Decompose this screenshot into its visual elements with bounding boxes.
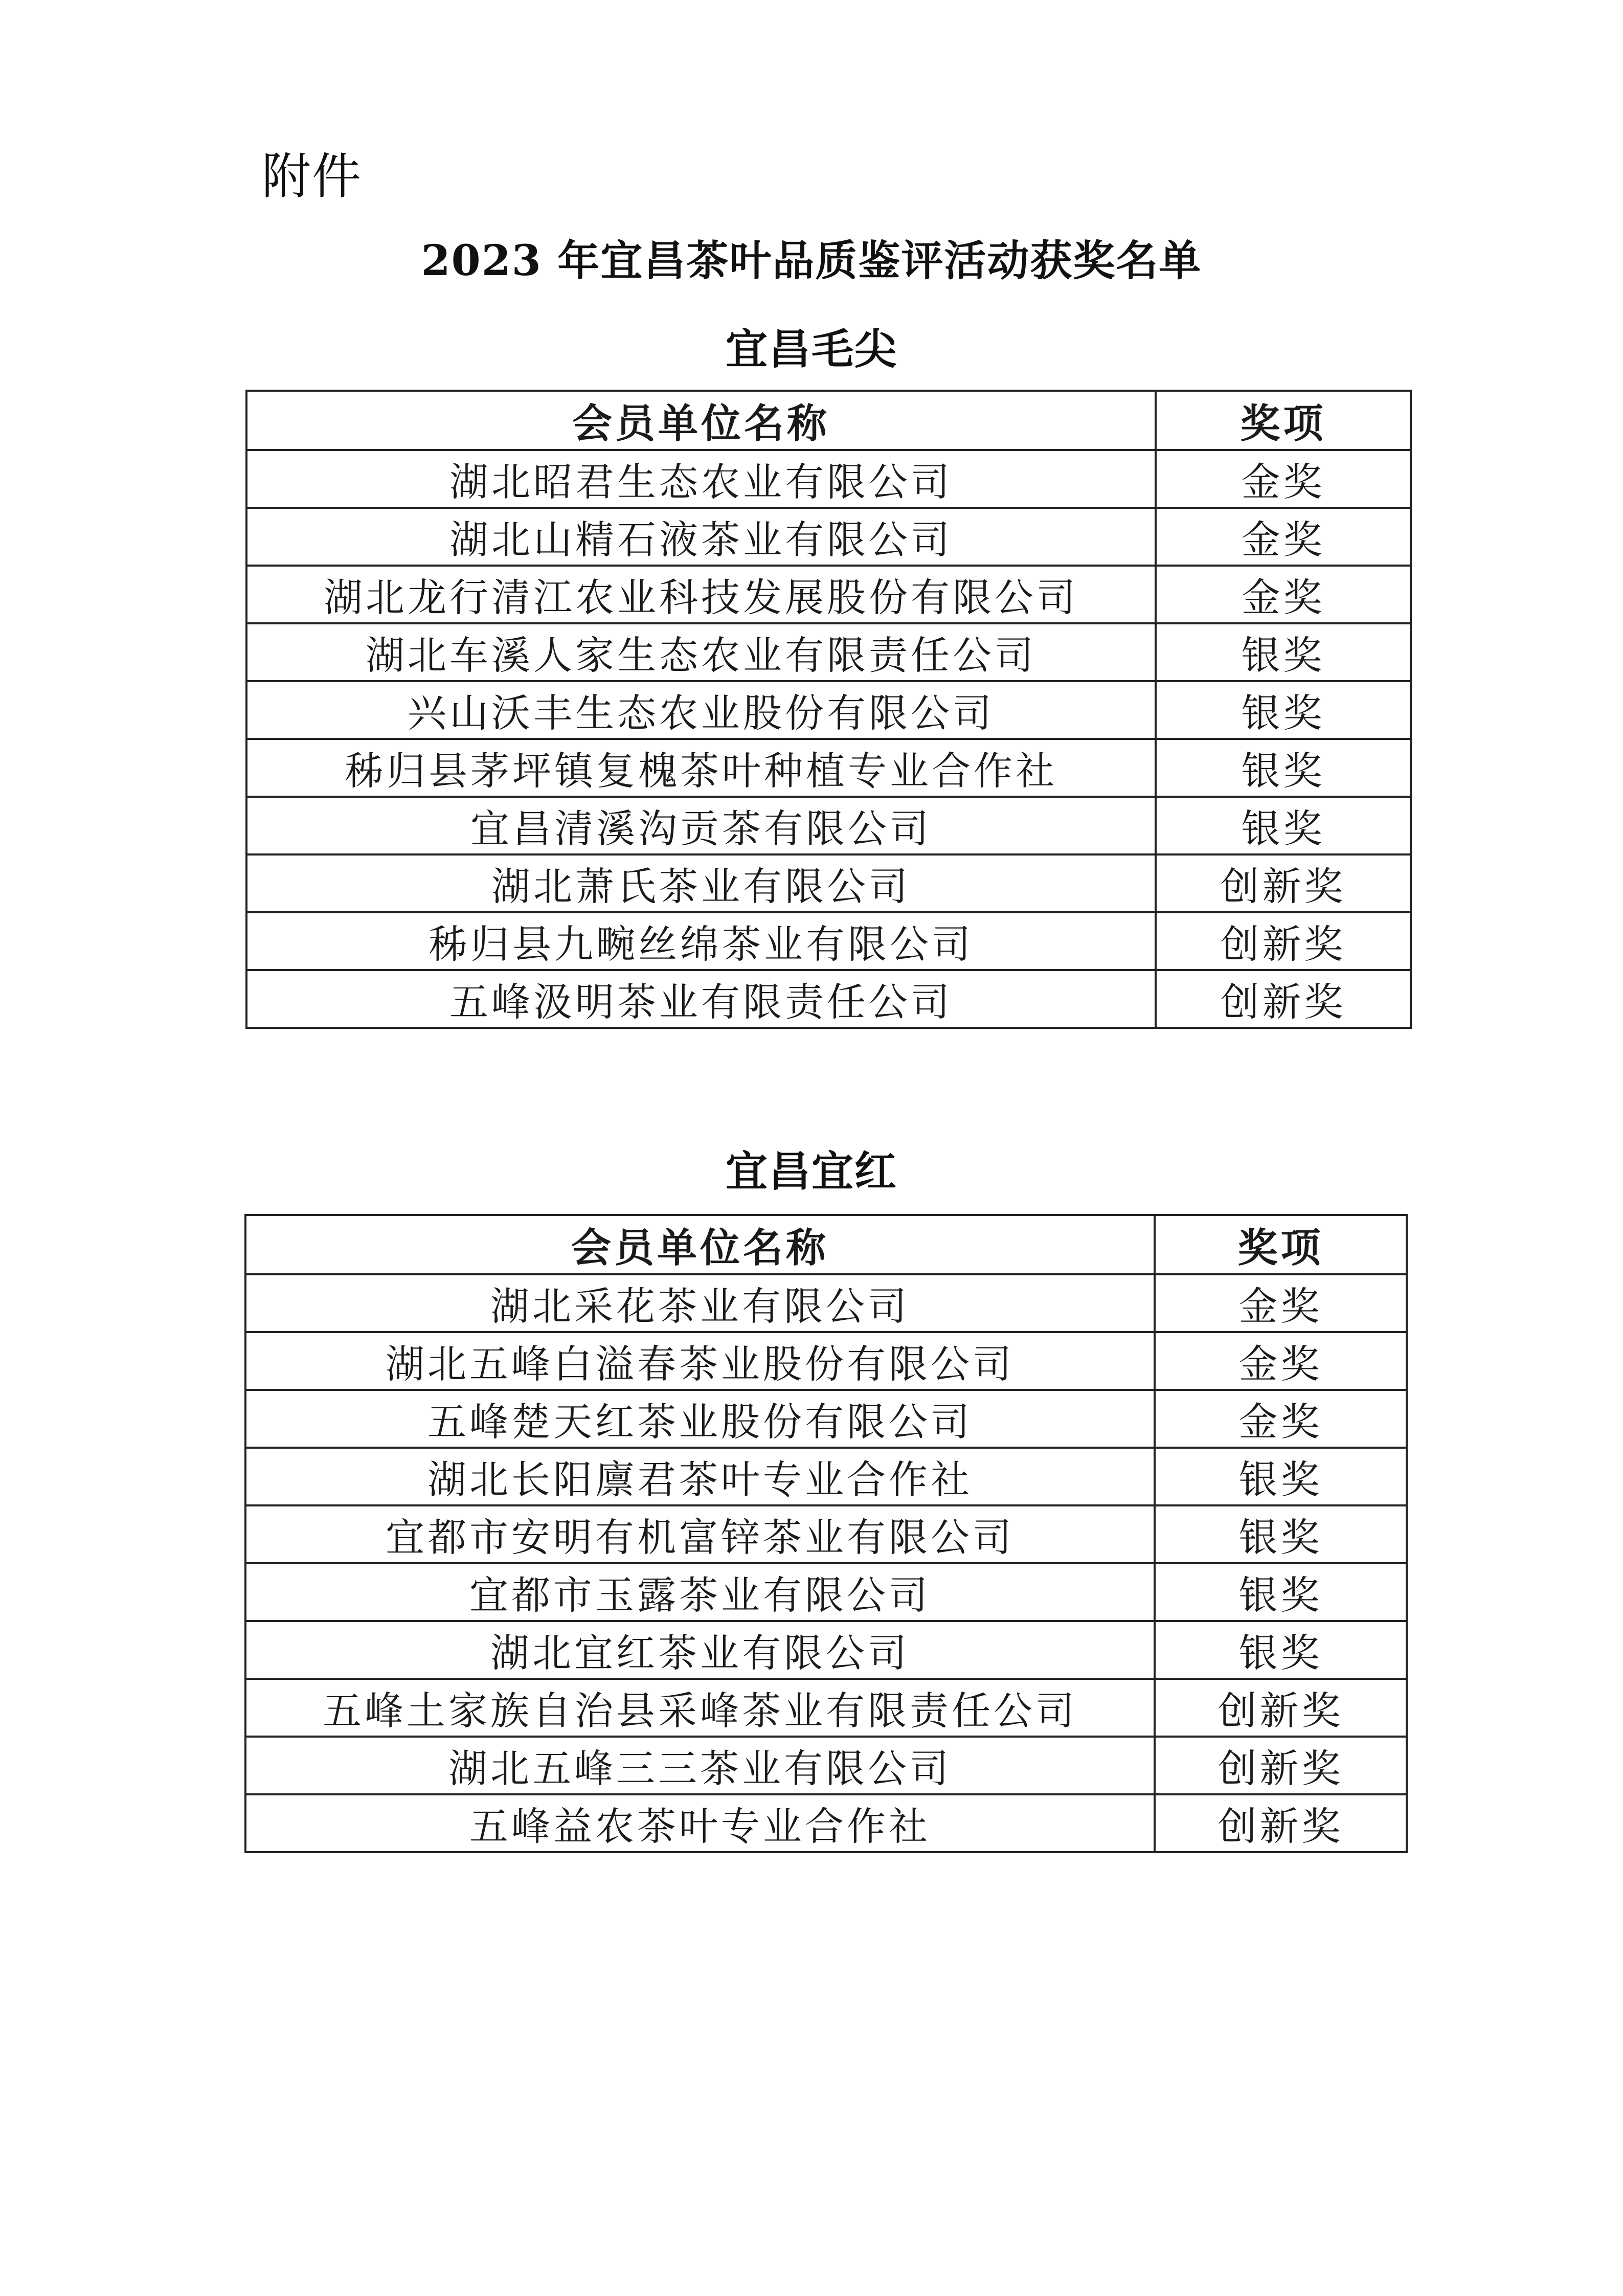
attachment-label: 附件 — [262, 148, 362, 205]
table-row — [246, 623, 1411, 681]
table-row — [245, 1621, 1407, 1679]
header-award: 奖项 — [1156, 391, 1411, 450]
award-cell: 银奖 — [1155, 1448, 1407, 1505]
table-row — [246, 566, 1411, 623]
member-name-cell: 兴山沃丰生态农业股份有限公司 — [246, 681, 1156, 739]
member-name-cell: 宜都市安明有机富锌茶业有限公司 — [245, 1505, 1155, 1563]
award-cell: 创新奖 — [1155, 1737, 1407, 1794]
header-member-name: 会员单位名称 — [246, 391, 1156, 450]
award-cell: 金奖 — [1156, 450, 1411, 508]
table-row — [246, 970, 1411, 1028]
table-row — [245, 1679, 1407, 1737]
table-row — [246, 854, 1411, 912]
table-row — [245, 1794, 1407, 1852]
table-row — [245, 1332, 1407, 1390]
award-cell: 银奖 — [1155, 1563, 1407, 1621]
table-row — [245, 1274, 1407, 1332]
award-cell: 金奖 — [1156, 566, 1411, 623]
award-cell: 创新奖 — [1155, 1679, 1407, 1737]
award-cell: 金奖 — [1155, 1390, 1407, 1448]
award-table-yihong — [244, 1214, 1408, 1853]
table-row — [246, 739, 1411, 797]
award-table-maojian — [245, 390, 1412, 1029]
header-award: 奖项 — [1155, 1215, 1407, 1274]
member-name-cell: 湖北萧氏茶业有限公司 — [246, 854, 1156, 912]
award-cell: 银奖 — [1156, 739, 1411, 797]
table-row — [246, 450, 1411, 508]
award-cell: 银奖 — [1156, 797, 1411, 854]
table-row — [246, 508, 1411, 566]
table-row — [245, 1448, 1407, 1505]
award-cell: 银奖 — [1156, 623, 1411, 681]
member-name-cell: 湖北昭君生态农业有限公司 — [246, 450, 1156, 508]
table-row — [246, 912, 1411, 970]
member-name-cell: 湖北五峰白溢春茶业股份有限公司 — [245, 1332, 1155, 1390]
award-cell: 创新奖 — [1156, 912, 1411, 970]
award-cell: 金奖 — [1156, 508, 1411, 566]
member-name-cell: 湖北车溪人家生态农业有限责任公司 — [246, 623, 1156, 681]
member-name-cell: 宜都市玉露茶业有限公司 — [245, 1563, 1155, 1621]
member-name-cell: 秭归县茅坪镇复槐茶叶种植专业合作社 — [246, 739, 1156, 797]
award-cell: 创新奖 — [1156, 854, 1411, 912]
header-member-name: 会员单位名称 — [245, 1215, 1155, 1274]
table-row — [245, 1563, 1407, 1621]
table-header-row — [245, 1215, 1407, 1274]
section-title-maojian: 宜昌毛尖 — [725, 325, 897, 374]
member-name-cell: 五峰汲明茶业有限责任公司 — [246, 970, 1156, 1028]
section-title-yihong: 宜昌宜红 — [725, 1147, 897, 1196]
table-row — [246, 681, 1411, 739]
member-name-cell: 湖北山精石液茶业有限公司 — [246, 508, 1156, 566]
table-row — [245, 1390, 1407, 1448]
member-name-cell: 湖北龙行清江农业科技发展股份有限公司 — [246, 566, 1156, 623]
table-row — [245, 1737, 1407, 1794]
member-name-cell: 五峰楚天红茶业股份有限公司 — [245, 1390, 1155, 1448]
award-cell: 银奖 — [1155, 1505, 1407, 1563]
member-name-cell: 五峰土家族自治县采峰茶业有限责任公司 — [245, 1679, 1155, 1737]
award-cell: 银奖 — [1155, 1621, 1407, 1679]
member-name-cell: 湖北宜红茶业有限公司 — [245, 1621, 1155, 1679]
member-name-cell: 湖北五峰三三茶业有限公司 — [245, 1737, 1155, 1794]
member-name-cell: 秭归县九畹丝绵茶业有限公司 — [246, 912, 1156, 970]
member-name-cell: 湖北采花茶业有限公司 — [245, 1274, 1155, 1332]
award-cell: 创新奖 — [1156, 970, 1411, 1028]
award-cell: 创新奖 — [1155, 1794, 1407, 1852]
table-row — [246, 797, 1411, 854]
award-cell: 金奖 — [1155, 1274, 1407, 1332]
award-cell: 金奖 — [1155, 1332, 1407, 1390]
table-header-row — [246, 391, 1411, 450]
table-row — [245, 1505, 1407, 1563]
member-name-cell: 五峰益农茶叶专业合作社 — [245, 1794, 1155, 1852]
member-name-cell: 湖北长阳廪君茶叶专业合作社 — [245, 1448, 1155, 1505]
award-cell: 银奖 — [1156, 681, 1411, 739]
document-title: 2023 年宜昌茶叶品质鉴评活动获奖名单 — [421, 236, 1202, 285]
member-name-cell: 宜昌清溪沟贡茶有限公司 — [246, 797, 1156, 854]
